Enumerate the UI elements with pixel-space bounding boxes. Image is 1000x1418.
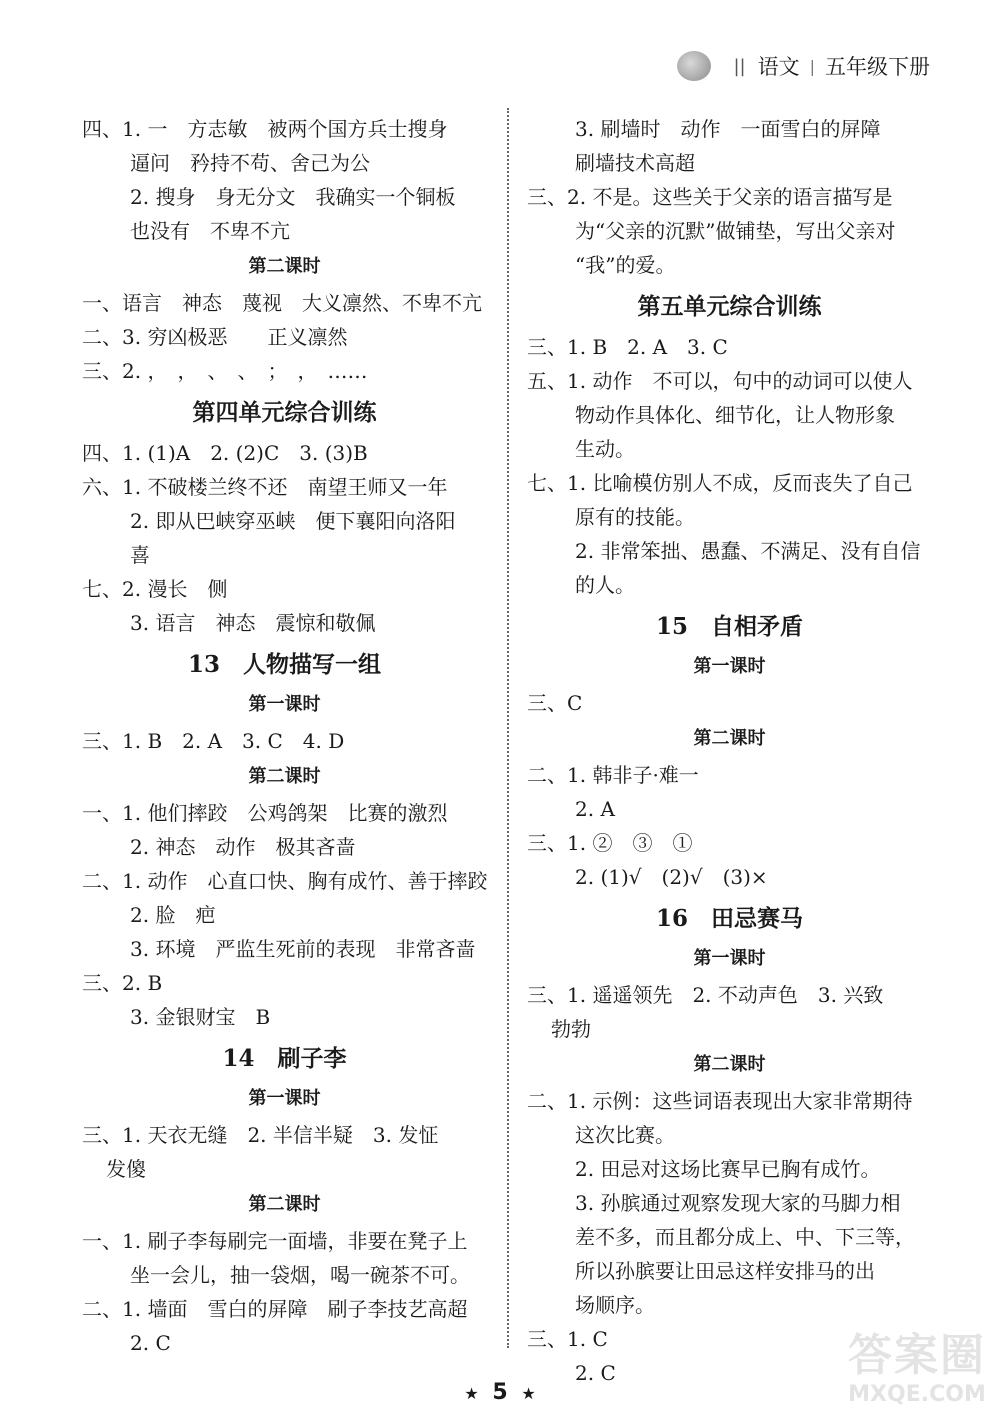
answer-line: 三、2. B bbox=[82, 971, 163, 995]
answer-line: 二、1. 韩非子·难一 bbox=[527, 763, 699, 787]
lesson-subtitle: 第二课时 bbox=[693, 1054, 766, 1075]
answer-line: 3. 刷墙时 动作 一面雪白的屏障 bbox=[575, 117, 881, 141]
answer-line: 2. (1)√ (2)√ (3)× bbox=[575, 865, 768, 889]
answer-line: 生动。 bbox=[575, 437, 635, 461]
answer-line: 场顺序。 bbox=[575, 1293, 655, 1317]
lesson-subtitle: 第一课时 bbox=[693, 948, 766, 969]
answer-line: 3. 孙膑通过观察发现大家的马脚力相 bbox=[575, 1191, 901, 1215]
mascot-logo-icon bbox=[677, 51, 711, 81]
answer-line: 三、2. ， ， 、 、 ； ， …… bbox=[82, 359, 368, 383]
answer-line: 原有的技能。 bbox=[575, 505, 695, 529]
answer-line: 一、语言 神态 蔑视 大义凛然、不卑不亢 bbox=[82, 291, 482, 315]
header-grade: 五年级下册 bbox=[825, 55, 930, 79]
answer-line: 3. 环境 严监生死前的表现 非常吝啬 bbox=[130, 937, 476, 961]
page-number: 5 bbox=[492, 1380, 508, 1405]
star-icon: ★ bbox=[521, 1384, 536, 1403]
answer-line: 发傻 bbox=[106, 1157, 146, 1181]
answer-line: 三、1. ② ③ ① bbox=[527, 831, 693, 855]
left-column bbox=[82, 112, 487, 1360]
answer-line: 逼问 矜持不苟、舍己为公 bbox=[130, 151, 370, 175]
section-title: 13 人物描写一组 bbox=[187, 651, 381, 678]
header-subject: 语文 bbox=[757, 55, 800, 79]
lesson-subtitle: 第一课时 bbox=[693, 656, 766, 677]
answer-line: 差不多，而且都分成上、中、下三等， bbox=[575, 1225, 915, 1249]
answer-line: 2. 搜身 身无分文 我确实一个铜板 bbox=[130, 185, 456, 209]
answer-line: 四、1. (1)A 2. (2)C 3. (3)B bbox=[82, 441, 368, 465]
watermark-text: 答案圈 bbox=[848, 1330, 986, 1381]
answer-line: 三、1. B 2. A 3. C 4. D bbox=[82, 729, 345, 753]
answer-line: 2. 脸 疤 bbox=[130, 903, 216, 927]
answer-line: 三、1. 遥遥领先 2. 不动声色 3. 兴致 bbox=[527, 983, 884, 1007]
section-title: 14 刷子李 bbox=[222, 1045, 347, 1072]
answer-line: 2. A bbox=[575, 797, 615, 821]
lesson-subtitle: 第二课时 bbox=[248, 256, 321, 277]
answer-line: 2. 田忌对这场比赛早已胸有成竹。 bbox=[575, 1157, 881, 1181]
answer-line: 一、1. 他们摔跤 公鸡鸽架 比赛的激烈 bbox=[82, 801, 448, 825]
answer-line: 2. 神态 动作 极其吝啬 bbox=[130, 835, 356, 859]
header-separator: | bbox=[809, 56, 815, 76]
lesson-subtitle: 第一课时 bbox=[248, 694, 321, 715]
section-title: 15 自相矛盾 bbox=[655, 613, 803, 640]
watermark-logo bbox=[842, 1330, 992, 1410]
answer-line: 三、C bbox=[527, 691, 583, 715]
star-icon: ★ bbox=[464, 1384, 479, 1403]
answer-line: 为“父亲的沉默”做铺垫，写出父亲对 bbox=[575, 219, 896, 243]
lesson-subtitle: 第二课时 bbox=[248, 766, 321, 787]
answer-line: 三、2. 不是。这些关于父亲的语言描写是 bbox=[527, 185, 893, 209]
answer-line: 七、1. 比喻模仿别人不成，反而丧失了自己 bbox=[527, 471, 913, 495]
answer-line: 勃勃 bbox=[551, 1017, 591, 1041]
answer-line: 2. 非常笨拙、愚蠢、不满足、没有自信 bbox=[575, 539, 921, 563]
section-title: 第五单元综合训练 bbox=[637, 293, 822, 320]
right-column bbox=[527, 112, 932, 1390]
answer-line: 七、2. 漫长 侧 bbox=[82, 577, 228, 601]
answer-line: 三、1. B 2. A 3. C bbox=[527, 335, 728, 359]
watermark-url: MXQE.COM bbox=[848, 1382, 986, 1407]
answer-line: 二、1. 墙面 雪白的屏障 刷子李技艺高超 bbox=[82, 1297, 468, 1321]
answer-line: 3. 金银财宝 B bbox=[130, 1005, 271, 1029]
answer-line: 也没有 不卑不亢 bbox=[130, 219, 290, 243]
answer-line: 2. 即从巴峡穿巫峡 便下襄阳向洛阳 bbox=[130, 509, 456, 533]
answer-line: 物动作具体化、细节化，让人物形象 bbox=[575, 403, 895, 427]
answer-line: 刷墙技术高超 bbox=[575, 151, 695, 175]
answer-line: 一、1. 刷子李每刷完一面墙，非要在凳子上 bbox=[82, 1229, 468, 1253]
section-title: 第四单元综合训练 bbox=[192, 399, 377, 426]
answer-line: 这次比赛。 bbox=[575, 1123, 675, 1147]
answer-line: 2. C bbox=[575, 1361, 616, 1385]
answer-line: 3. 语言 神态 震惊和敬佩 bbox=[130, 611, 376, 635]
answer-line: 2. C bbox=[130, 1331, 171, 1355]
answer-line: 坐一会儿，抽一袋烟，喝一碗茶不可。 bbox=[130, 1263, 470, 1287]
answer-line: 四、1. 一 方志敏 被两个国方兵士搜身 bbox=[82, 117, 448, 141]
header-separator: || bbox=[733, 55, 746, 77]
answer-line: 所以孙膑要让田忌这样安排马的出 bbox=[575, 1259, 875, 1283]
answer-line: 三、1. C bbox=[527, 1327, 608, 1351]
answer-line: “我”的爱。 bbox=[575, 253, 676, 277]
lesson-subtitle: 第一课时 bbox=[248, 1088, 321, 1109]
answer-line: 三、1. 天衣无缝 2. 半信半疑 3. 发怔 bbox=[82, 1123, 439, 1147]
answer-line: 二、1. 示例：这些词语表现出大家非常期待 bbox=[527, 1089, 913, 1113]
page-header bbox=[677, 48, 930, 84]
answer-line: 二、1. 动作 心直口快、胸有成竹、善于摔跤 bbox=[82, 869, 488, 893]
column-divider bbox=[507, 108, 509, 1348]
answer-line: 五、1. 动作 不可以，句中的动词可以使人 bbox=[527, 369, 913, 393]
lesson-subtitle: 第二课时 bbox=[693, 728, 766, 749]
answer-line: 的人。 bbox=[575, 573, 635, 597]
lesson-subtitle: 第二课时 bbox=[248, 1194, 321, 1215]
answer-line: 喜 bbox=[130, 543, 150, 567]
answer-line: 二、3. 穷凶极恶 正义凛然 bbox=[82, 325, 348, 349]
answer-line: 六、1. 不破楼兰终不还 南望王师又一年 bbox=[82, 475, 448, 499]
section-title: 16 田忌赛马 bbox=[655, 905, 803, 932]
